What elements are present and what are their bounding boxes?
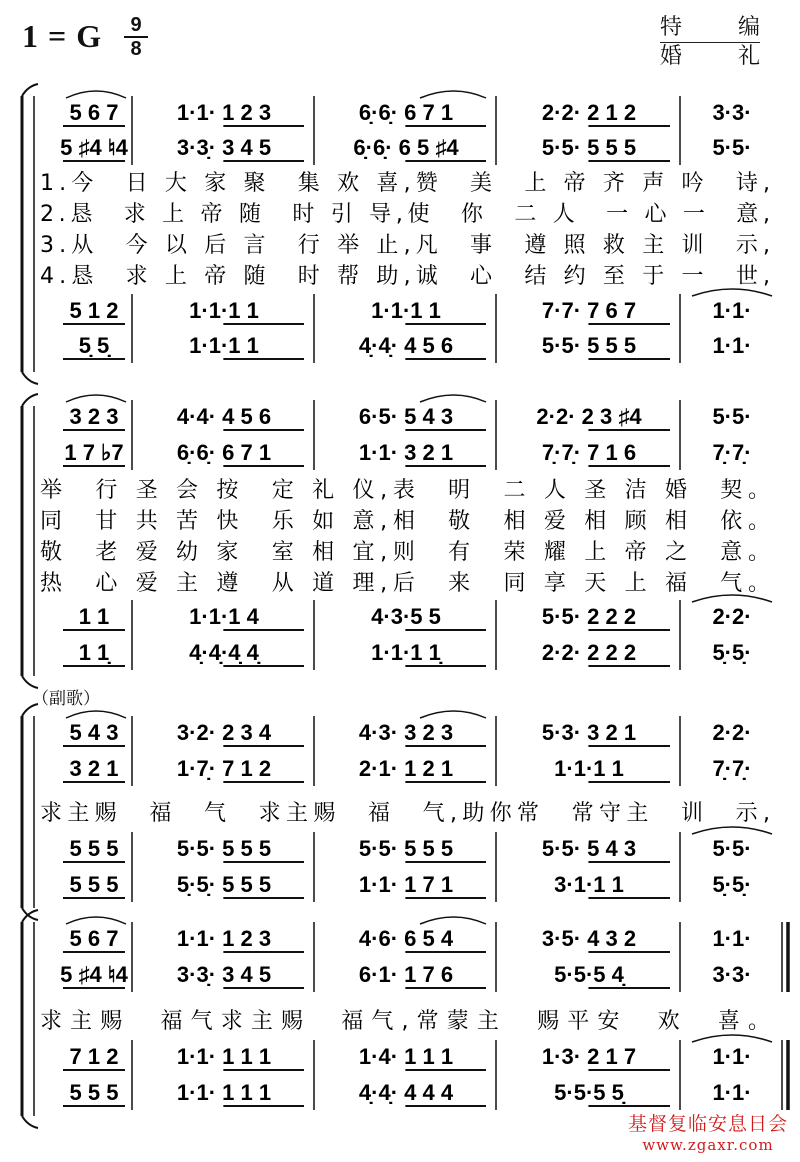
lower-voice-measure: 1 1 (78, 604, 110, 629)
upper-voice-measure: 1·1· 1 2 3 (176, 100, 272, 125)
upper-voice-measure: 3·3· (712, 100, 752, 125)
upper-voice-measure: 7̣·7̣· (712, 440, 752, 465)
meter-top: 9 (124, 14, 148, 38)
bracket-hook (22, 394, 38, 406)
bracket-hook (22, 676, 38, 688)
lower-voice-measure: 1·1·1 1 (189, 333, 259, 358)
upper-voice-measure: 6·1· 1 7 6 (358, 962, 454, 987)
lower-voice-measure: 1·1· (712, 298, 752, 323)
lyric-line: 敬 老 爱 幼 家 室 相 宜,则 有 荣 耀 上 帝 之 意。 (40, 540, 770, 565)
upper-voice-measure: 3·5· 4 3 2 (541, 926, 637, 951)
lyric-line: 同 甘 共 苦 快 乐 如 意,相 敬 相 爱 相 顾 相 依。 (40, 509, 770, 534)
watermark (620, 1112, 796, 1154)
slur (66, 711, 126, 718)
slur (66, 395, 126, 402)
upper-voice-measure: 3 2 3 (69, 404, 119, 429)
lyric-line: 求主赐 福 气 求主赐 福 气,助你常 常守主 训 示, (40, 801, 770, 826)
upper-voice-measure: 1·1· 3 2 1 (358, 440, 454, 465)
upper-voice-measure: 5 ♯4 ♮4 (60, 135, 128, 160)
lower-voice-measure: 1·1·1 1 (371, 298, 441, 323)
slur (66, 917, 126, 924)
lower-voice-measure: 5 5 5 (69, 1080, 119, 1105)
lower-voice-measure: 4̣·4̣·4̣ 4̣ (189, 640, 259, 665)
lower-voice-measure: 4·3·5 5 (371, 604, 441, 629)
lower-voice-measure: 5̣ 5̣ (78, 333, 110, 358)
upper-voice-measure: 5 4 3 (69, 720, 119, 745)
lower-voice-measure: 5̣·5̣· 5 5 5 (176, 872, 272, 897)
lower-voice-measure: 1·1· (712, 333, 752, 358)
bracket-hook (22, 84, 38, 96)
lower-voice-measure: 1·1·1 1̣ (371, 640, 441, 665)
slur (66, 91, 126, 98)
lyric-line: 热 心 爱 主 遵 从 道 理,后 来 同 享 天 上 福 气。 (40, 571, 770, 596)
upper-voice-measure: 6̣·6̣· 6 7 1 (176, 440, 272, 465)
upper-voice-measure: 4·3· 3 2 3 (358, 720, 454, 745)
upper-voice-measure: 3·3̣· 3 4 5 (176, 135, 272, 160)
lower-voice-measure: 1·1·1 1 (189, 298, 259, 323)
lower-voice-measure: 5·5· 5 5 5 (358, 836, 454, 861)
lower-voice-measure: 1·1· (712, 1080, 752, 1105)
lower-voice-measure: 5̣·5̣· (712, 872, 752, 897)
lower-voice-measure: 5̣·5̣· (712, 640, 752, 665)
slur (692, 1035, 772, 1042)
upper-voice-measure: 1·7̣· 7 1 2 (176, 756, 272, 781)
slur (692, 827, 772, 834)
watermark-url: www.zgaxr.com (642, 1136, 774, 1154)
watermark-title: 基督复临安息日会 (627, 1113, 788, 1135)
slur (420, 917, 486, 924)
lower-voice-measure: 5 5 5 (69, 836, 119, 861)
lower-voice-measure: 5·5· 5 5 5 (541, 333, 637, 358)
chorus-label: （副歌） (32, 689, 100, 709)
tag-char: 编 (737, 15, 760, 40)
lyric-line: 2.恳 求 上 帝 随 时 引 导,使 你 二 人 一 心 一 意, (40, 202, 770, 227)
slur (692, 289, 772, 296)
upper-voice-measure: 3 2 1 (69, 756, 119, 781)
lower-voice-measure: 5·5· 5 4 3 (541, 836, 637, 861)
upper-voice-measure: 6̣·6̣· 6 5 ♯4 (353, 135, 459, 160)
lyric-line: 求主赐 福气求主赐 福气,常蒙主 赐平安 欢 喜。 (40, 1009, 770, 1034)
lower-voice-measure: 5·5· 2 2 2 (541, 604, 637, 629)
upper-voice-measure: 3·2· 2 3 4 (176, 720, 272, 745)
lower-voice-measure: 7 1 2 (69, 1044, 119, 1069)
lower-voice-measure: 3·1·1 1 (554, 872, 624, 897)
upper-voice-measure: 5·5· 5 5 5 (541, 135, 637, 160)
lyric-line: 举 行 圣 会 按 定 礼 仪,表 明 二 人 圣 洁 婚 契。 (40, 478, 770, 503)
key-signature: 1 = G (22, 18, 103, 54)
lyric-line: 4.恳 求 上 帝 随 时 帮 助,诚 心 结 约 至 于 一 世, (40, 264, 770, 289)
upper-voice-measure: 1·1· (712, 926, 752, 951)
lower-voice-measure: 1·3· 2 1 7 (541, 1044, 637, 1069)
lower-voice-measure: 2·2· (712, 604, 752, 629)
upper-voice-measure: 5 ♯4 ♮4 (60, 962, 128, 987)
upper-voice-measure: 4·6· 6 5 4 (358, 926, 454, 951)
upper-voice-measure: 5·3· 3 2 1 (541, 720, 637, 745)
lower-voice-measure: 1·1·1 4 (189, 604, 259, 629)
lower-voice-measure: 5 5 5 (69, 872, 119, 897)
bracket-hook (22, 372, 38, 384)
tag-char: 婚 (660, 44, 683, 69)
lower-voice-measure: 5 1 2 (69, 298, 119, 323)
upper-voice-measure: 5·5· (712, 404, 752, 429)
bracket-hook (22, 1116, 38, 1128)
upper-voice-measure: 3·3· (712, 962, 752, 987)
upper-voice-measure: 2·2· (712, 720, 752, 745)
lyric-line: 1.今 日 大 家 聚 集 欢 喜,赞 美 上 帝 齐 声 吟 诗, (40, 171, 770, 196)
lower-voice-measure: 4̣·4̣· 4 4 4 (358, 1080, 454, 1105)
upper-voice-measure: 5·5·5 4̣ (554, 962, 624, 987)
tag-char: 礼 (737, 44, 760, 69)
lower-voice-measure: 5·5·5 5̣ (554, 1080, 624, 1105)
upper-voice-measure: 5 6 7 (69, 100, 119, 125)
upper-voice-measure: 1 7 ♭7 (64, 440, 124, 465)
slur (420, 395, 486, 402)
lower-voice-measure: 1·4· 1 1 1 (358, 1044, 454, 1069)
upper-voice-measure: 7̣·7̣· (712, 756, 752, 781)
lower-voice-measure: 4̣·4̣· 4 5 6 (358, 333, 454, 358)
upper-voice-measure: 2·2· 2 3 ♯4 (536, 404, 642, 429)
upper-voice-measure: 5 6 7 (69, 926, 119, 951)
meter-bottom: 8 (130, 38, 142, 60)
lyric-line: 3.从 今 以 后 言 行 举 止,凡 事 遵 照 救 主 训 示, (40, 233, 770, 258)
lower-voice-measure: 1 1̣ (78, 640, 110, 665)
lower-voice-measure: 5·5· 5 5 5 (176, 836, 272, 861)
upper-voice-measure: 2·2· 2 1 2 (541, 100, 637, 125)
lower-voice-measure: 1·1· 1 1 1 (176, 1044, 272, 1069)
slur (692, 595, 772, 602)
slur (420, 91, 486, 98)
lower-voice-measure: 2·2· 2 2 2 (541, 640, 637, 665)
upper-voice-measure: 6·5· 5 4 3 (358, 404, 454, 429)
upper-voice-measure: 3·3̣· 3 4 5 (176, 962, 272, 987)
bracket-hook (22, 704, 38, 716)
lower-voice-measure: 7·7· 7 6 7 (541, 298, 637, 323)
upper-voice-measure: 5·5· (712, 135, 752, 160)
lower-voice-measure: 5·5· (712, 836, 752, 861)
upper-voice-measure: 2·1· 1 2 1 (358, 756, 454, 781)
tag-char: 特 (660, 15, 683, 40)
upper-voice-measure: 4·4· 4 5 6 (176, 404, 272, 429)
lower-voice-measure: 1·1· (712, 1044, 752, 1069)
upper-voice-measure: 6̣·6̣· 6 7 1 (358, 100, 454, 125)
lower-voice-measure: 1·1· 1 1 1 (176, 1080, 272, 1105)
upper-voice-measure: 1·1· 1 2 3 (176, 926, 272, 951)
lower-voice-measure: 1·1· 1 7 1 (358, 872, 454, 897)
slur (420, 711, 486, 718)
upper-voice-measure: 1·1·1 1 (554, 756, 624, 781)
upper-voice-measure: 7̣·7̣· 7 1 6 (541, 440, 637, 465)
